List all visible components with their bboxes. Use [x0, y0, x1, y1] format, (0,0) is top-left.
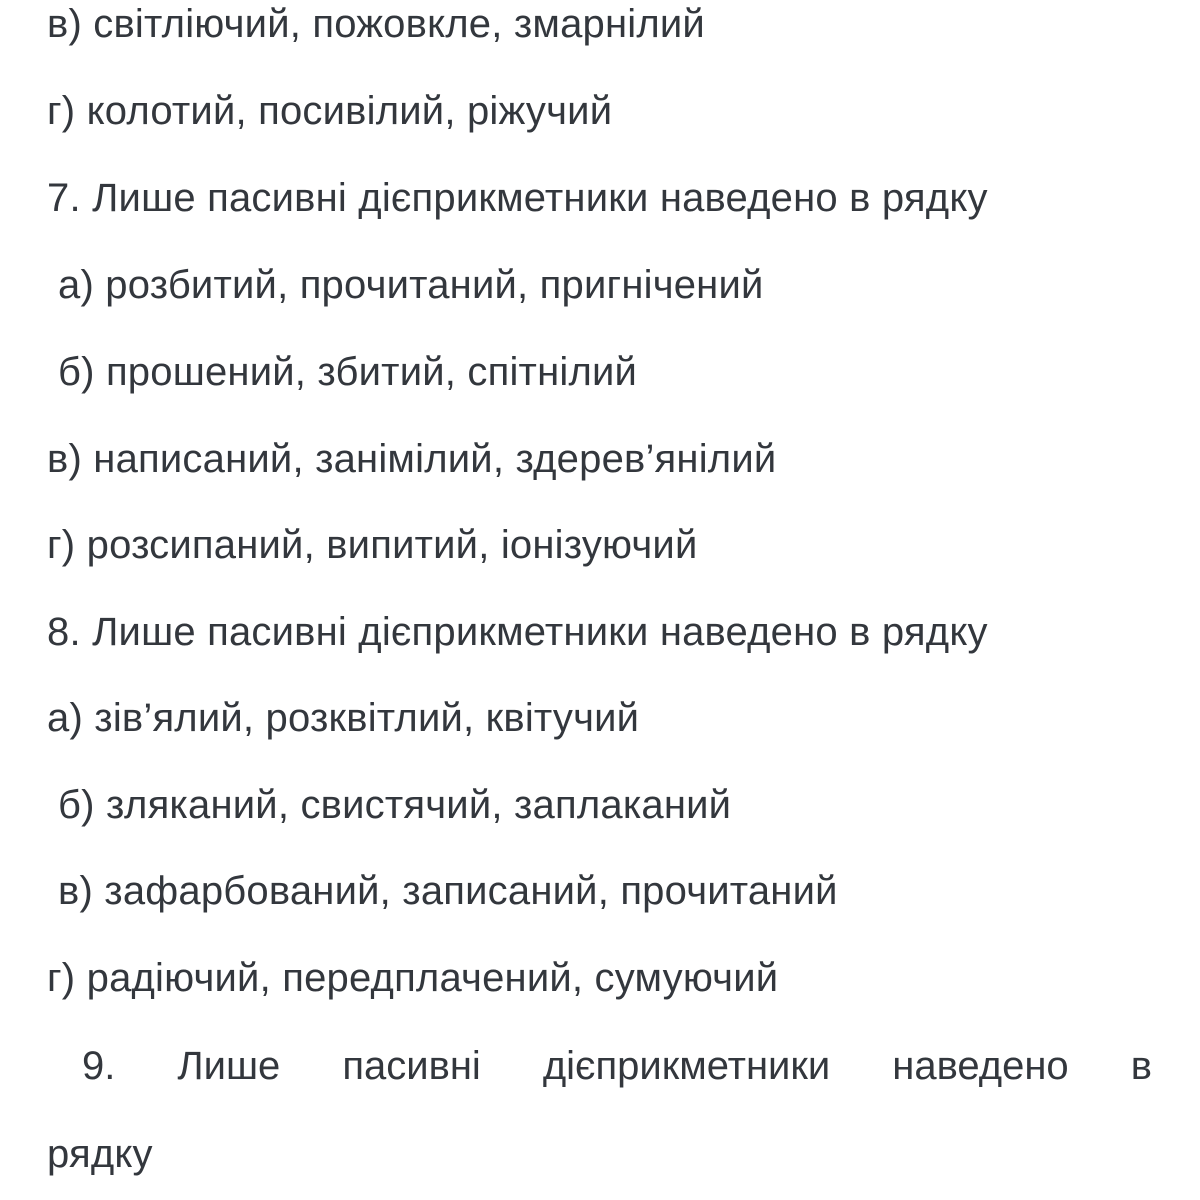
- q9-word: Лише: [177, 1044, 281, 1088]
- q9-word: пасивні: [342, 1044, 481, 1088]
- q7-option-a: а) розбитий, прочитаний, пригнічений: [58, 263, 764, 307]
- q7-option-v: в) написаний, занімілий, здерев’янілий: [47, 437, 777, 481]
- q8-option-v: в) зафарбований, записаний, прочитаний: [58, 869, 838, 913]
- q7-option-g: г) розсипаний, випитий, іонізуючий: [47, 523, 698, 567]
- question-7: 7. Лише пасивні дієприкметники наведено в рядку: [47, 176, 988, 220]
- q9-word: наведено: [892, 1044, 1069, 1088]
- q6-option-v: в) світліючий, пожовкле, змарнілий: [47, 2, 705, 46]
- question-9-continuation: рядку: [47, 1132, 153, 1176]
- question-8: 8. Лише пасивні дієприкметники наведено в рядку: [47, 610, 988, 654]
- q9-word: в: [1130, 1044, 1152, 1088]
- q8-option-g: г) радіючий, передплачений, сумуючий: [47, 956, 779, 1000]
- q9-word: дієприкметники: [542, 1044, 831, 1088]
- question-9: [82, 1042, 1152, 1090]
- q7-option-b: б) прошений, збитий, спітнілий: [58, 350, 638, 394]
- q9-word: 9.: [82, 1044, 116, 1088]
- q6-option-g: г) колотий, посивілий, ріжучий: [47, 89, 613, 133]
- q8-option-a: а) зів’ялий, розквітлий, квітучий: [47, 696, 640, 740]
- q8-option-b: б) зляканий, свистячий, заплаканий: [58, 783, 732, 827]
